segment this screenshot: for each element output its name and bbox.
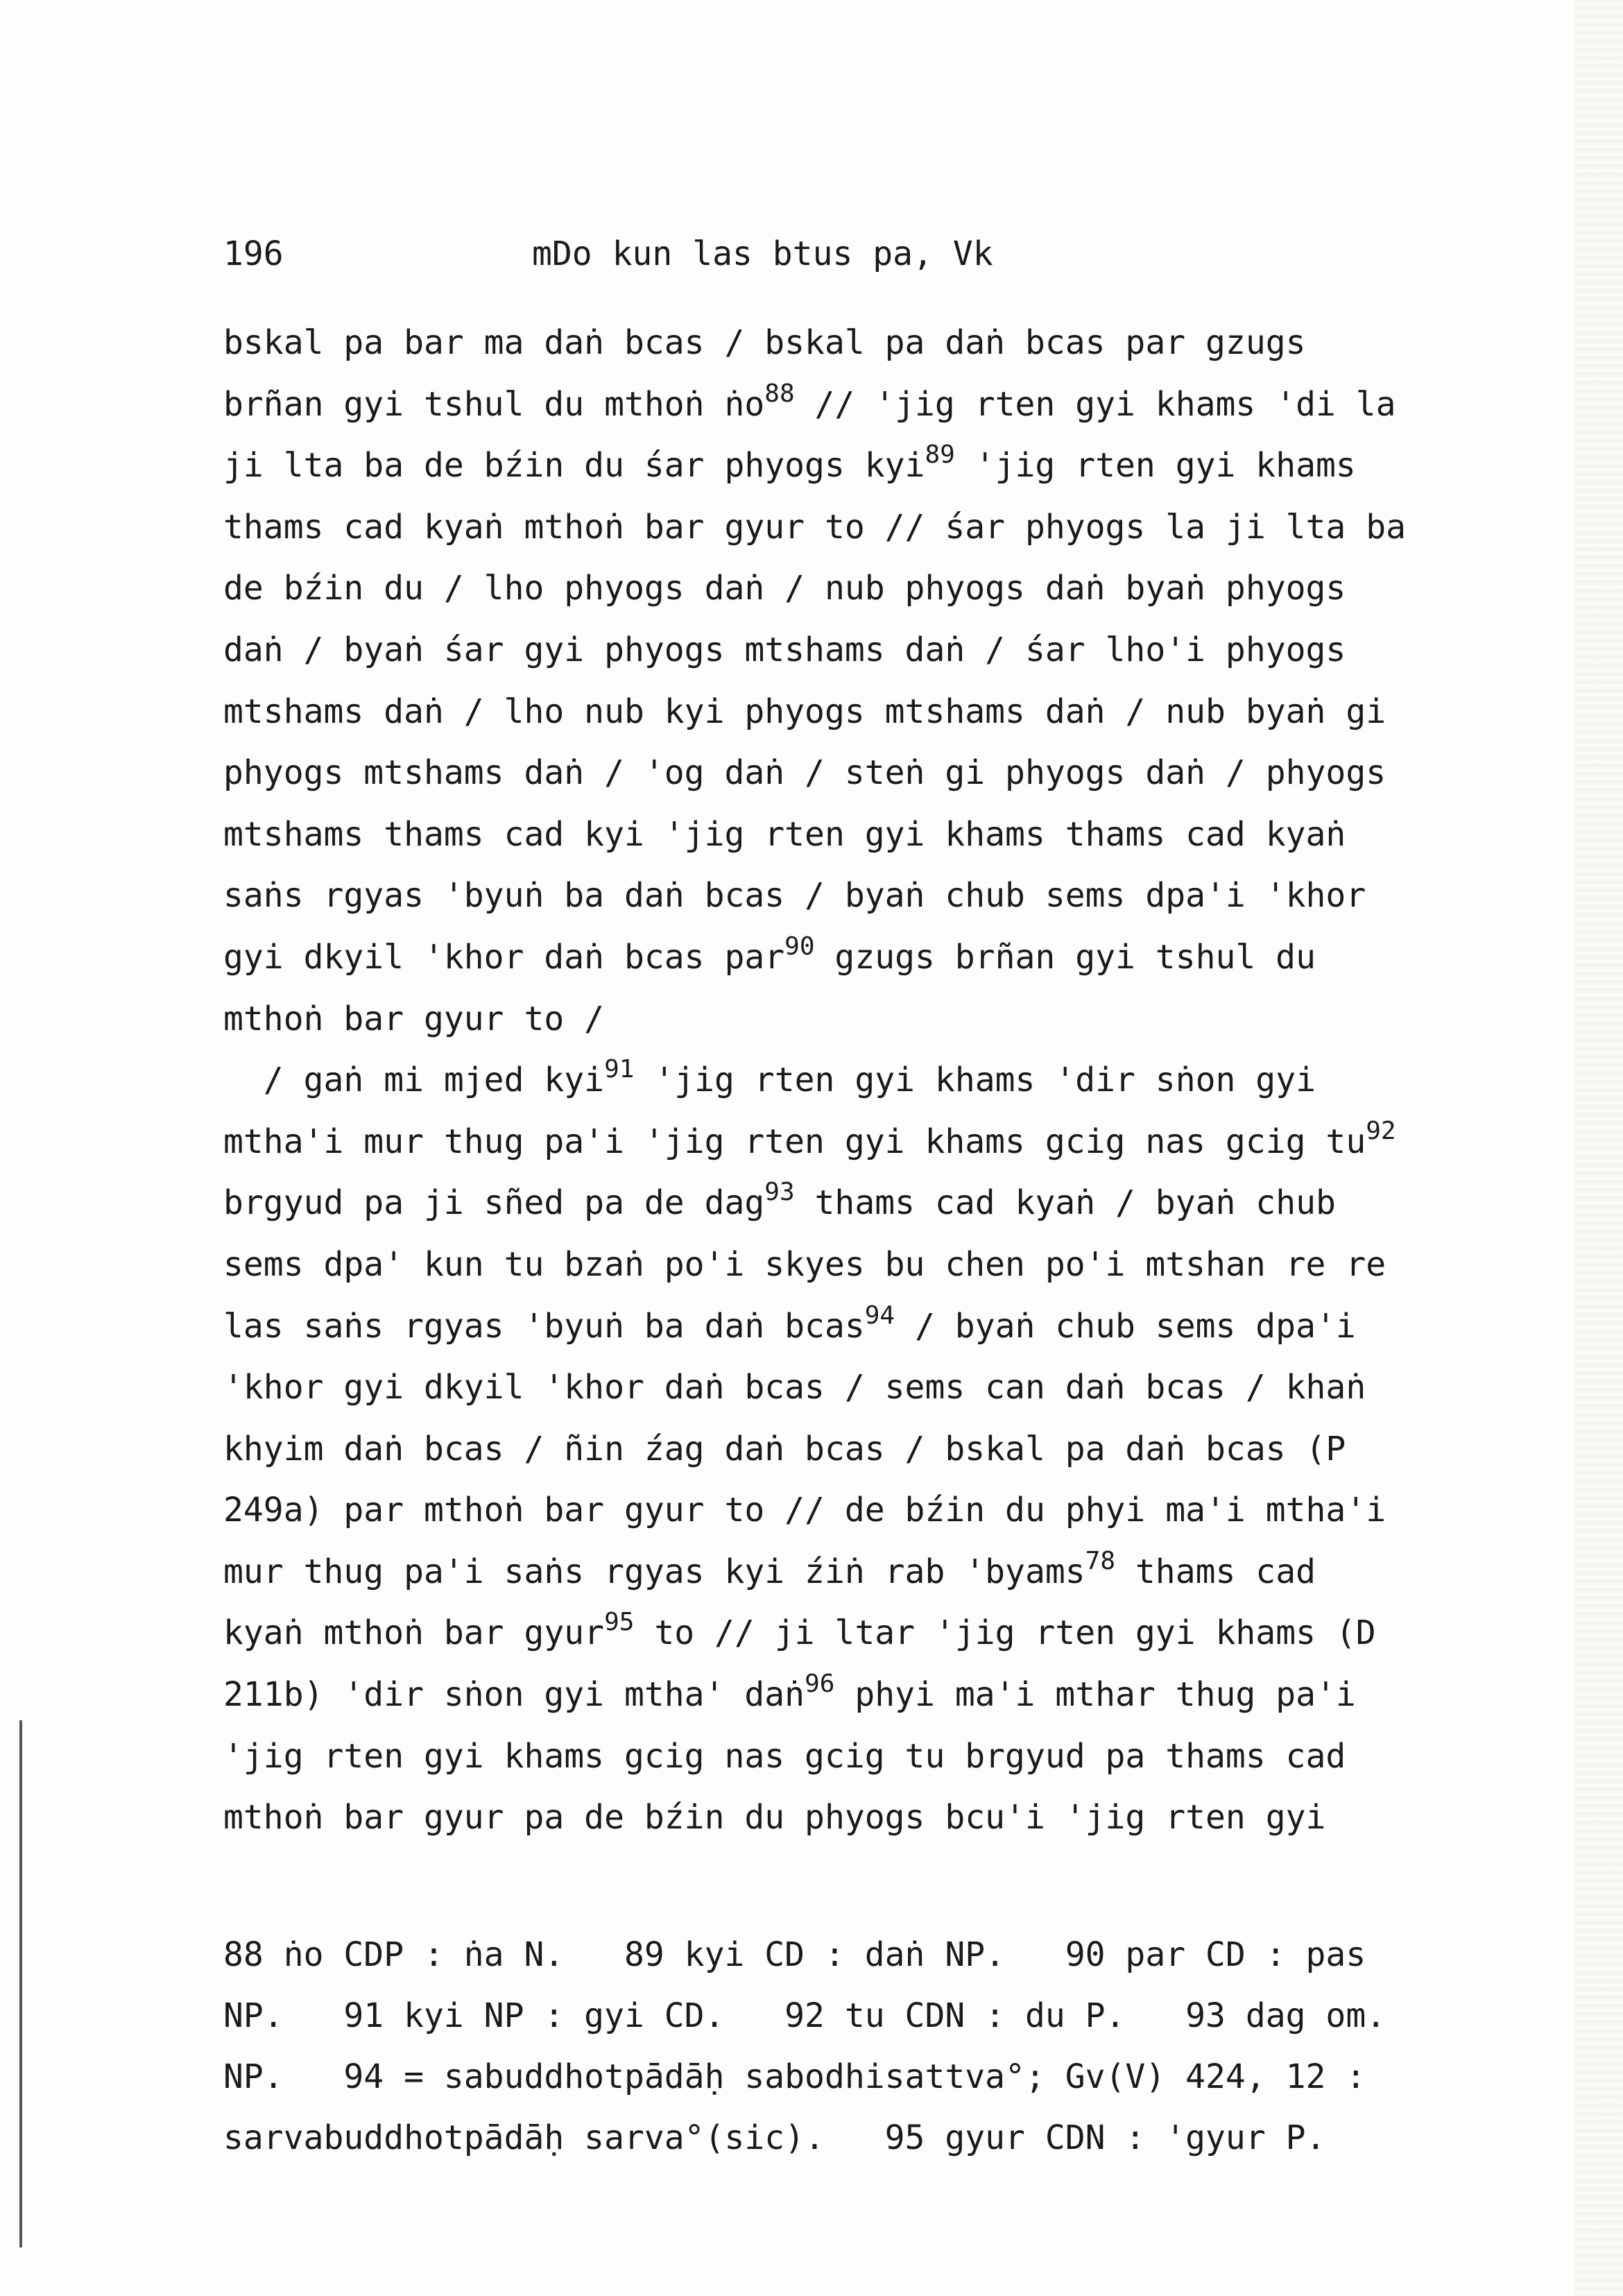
scan-page-edge [1574, 0, 1623, 2296]
text-segment: brgyud pa ji sñed pa de dag [223, 1183, 765, 1223]
text-line [223, 1726, 1472, 1788]
text-line [223, 435, 1472, 497]
text-segment: mtha'i mur thug pa'i 'jig rten gyi khams gcig nas gcig tu [223, 1122, 1366, 1161]
text-line [223, 1296, 1472, 1357]
text-segment: 'jig rten gyi khams 'dir sṅon gyi [634, 1061, 1316, 1100]
text-line [223, 988, 1472, 1050]
text-segment: 'khor gyi dkyil 'khor daṅ bcas / sems can daṅ bcas / khaṅ [223, 1368, 1366, 1407]
footnotes [223, 1924, 1472, 2168]
text-segment: 249a) par mthoṅ bar gyur to // de bźin du phyi ma'i mtha'i [223, 1491, 1386, 1530]
text-line [223, 804, 1472, 866]
text-segment: gyi dkyil 'khor daṅ bcas par [223, 937, 785, 977]
text-line [223, 927, 1472, 988]
text-line [223, 1787, 1472, 1849]
text-line [223, 1541, 1472, 1603]
text-segment: / gaṅ mi mjed kyi [223, 1061, 605, 1100]
text-segment: gzugs brñan gyi tshul du [814, 937, 1316, 977]
text-line [223, 865, 1472, 927]
text-segment: thams cad kyaṅ / byaṅ chub [794, 1183, 1336, 1223]
text-segment: to // ji ltar 'jig rten gyi khams (D [634, 1613, 1376, 1653]
text-segment: daṅ / byaṅ śar gyi phyogs mtshams daṅ / śar lho'i phyogs [223, 630, 1346, 669]
footnote-marker: 96 [805, 1670, 835, 1699]
footnote-marker: 92 [1366, 1116, 1396, 1145]
text-line [223, 1664, 1472, 1726]
text-segment: mur thug pa'i saṅs rgyas kyi źiṅ rab 'byams [223, 1552, 1085, 1591]
text-line [223, 1602, 1472, 1664]
text-line [223, 742, 1472, 804]
text-segment: / byaṅ chub sems dpa'i [895, 1306, 1356, 1346]
text-line [223, 374, 1472, 436]
text-line [223, 681, 1472, 743]
footnote-marker: 89 [925, 440, 955, 470]
text-segment: 211b) 'dir sṅon gyi mtha' daṅ [223, 1675, 805, 1715]
text-line [223, 1480, 1472, 1541]
text-segment: bskal pa bar ma daṅ bcas / bskal pa daṅ bcas par gzugs [223, 323, 1306, 362]
text-line [223, 312, 1472, 374]
text-segment: phyi ma'i mthar thug pa'i [834, 1675, 1356, 1715]
text-line [223, 1172, 1472, 1234]
footnote-marker: 91 [604, 1055, 635, 1084]
text-segment: khyim daṅ bcas / ñin źag daṅ bcas / bskal pa daṅ bcas (P [223, 1429, 1346, 1468]
page-header [223, 233, 1472, 275]
text-segment: 'jig rten gyi khams [954, 446, 1356, 486]
text-segment: de bźin du / lho phyogs daṅ / nub phyogs daṅ byaṅ phyogs [223, 569, 1346, 608]
text-line [223, 497, 1472, 558]
footnote-marker: 93 [764, 1178, 795, 1207]
text-segment: mthoṅ bar gyur pa de bźin du phyogs bcu'i 'jig rten gyi [223, 1798, 1326, 1837]
text-segment: kyaṅ mthoṅ bar gyur [223, 1613, 605, 1653]
page-number: 196 [223, 234, 284, 273]
text-line [223, 1234, 1472, 1296]
footnote-line: NP. 91 kyi NP : gyi CD. 92 tu CDN : du P. 93 dag om. [223, 1996, 1386, 2035]
text-segment: thams cad [1115, 1552, 1316, 1591]
main-text [223, 312, 1472, 1849]
text-line [223, 1357, 1472, 1419]
running-title: mDo kun las btus pa, Vk [532, 234, 993, 273]
text-line [223, 619, 1472, 681]
footnote-marker: 95 [604, 1608, 635, 1637]
text-segment: mtshams daṅ / lho nub kyi phyogs mtshams daṅ / nub byaṅ gi [223, 692, 1386, 731]
scan-edge-mark [19, 1720, 25, 2247]
text-segment: ji lta ba de bźin du śar phyogs kyi [223, 446, 925, 486]
footnote-marker: 94 [864, 1301, 895, 1330]
text-segment: // 'jig rten gyi khams 'di la [794, 384, 1396, 424]
text-segment: phyogs mtshams daṅ / 'og daṅ / steṅ gi phyogs daṅ / phyogs [223, 753, 1386, 793]
text-segment: mtshams thams cad kyi 'jig rten gyi khams thams cad kyaṅ [223, 814, 1346, 854]
footnote-line: 88 ṅo CDP : ṅa N. 89 kyi CD : daṅ NP. 90 par CD : pas [223, 1935, 1366, 1974]
footnote-marker: 88 [764, 379, 795, 408]
footnote-line: NP. 94 = sabuddhotpādāḥ sabodhisattva°; Gv(V) 424, 12 : [223, 2057, 1366, 2096]
text-line [223, 1050, 1472, 1111]
text-line [223, 1111, 1472, 1173]
footnote-marker: 78 [1085, 1546, 1115, 1575]
text-segment: sems dpa' kun tu bzaṅ po'i skyes bu chen po'i mtshan re re [223, 1244, 1386, 1284]
footnote-marker: 90 [784, 932, 815, 961]
footnote-line: sarvabuddhotpādāḥ sarva°(sic). 95 gyur CDN : 'gyur P. [223, 2118, 1326, 2157]
text-segment: brñan gyi tshul du mthoṅ ṅo [223, 384, 765, 424]
text-segment: mthoṅ bar gyur to / [223, 999, 605, 1038]
text-segment: 'jig rten gyi khams gcig nas gcig tu brgyud pa thams cad [223, 1736, 1346, 1776]
text-segment: saṅs rgyas 'byuṅ ba daṅ bcas / byaṅ chub sems dpa'i 'khor [223, 876, 1366, 916]
text-line [223, 558, 1472, 619]
text-segment: thams cad kyaṅ mthoṅ bar gyur to // śar phyogs la ji lta ba [223, 507, 1407, 547]
text-segment: las saṅs rgyas 'byuṅ ba daṅ bcas [223, 1306, 865, 1346]
text-line [223, 1419, 1472, 1480]
